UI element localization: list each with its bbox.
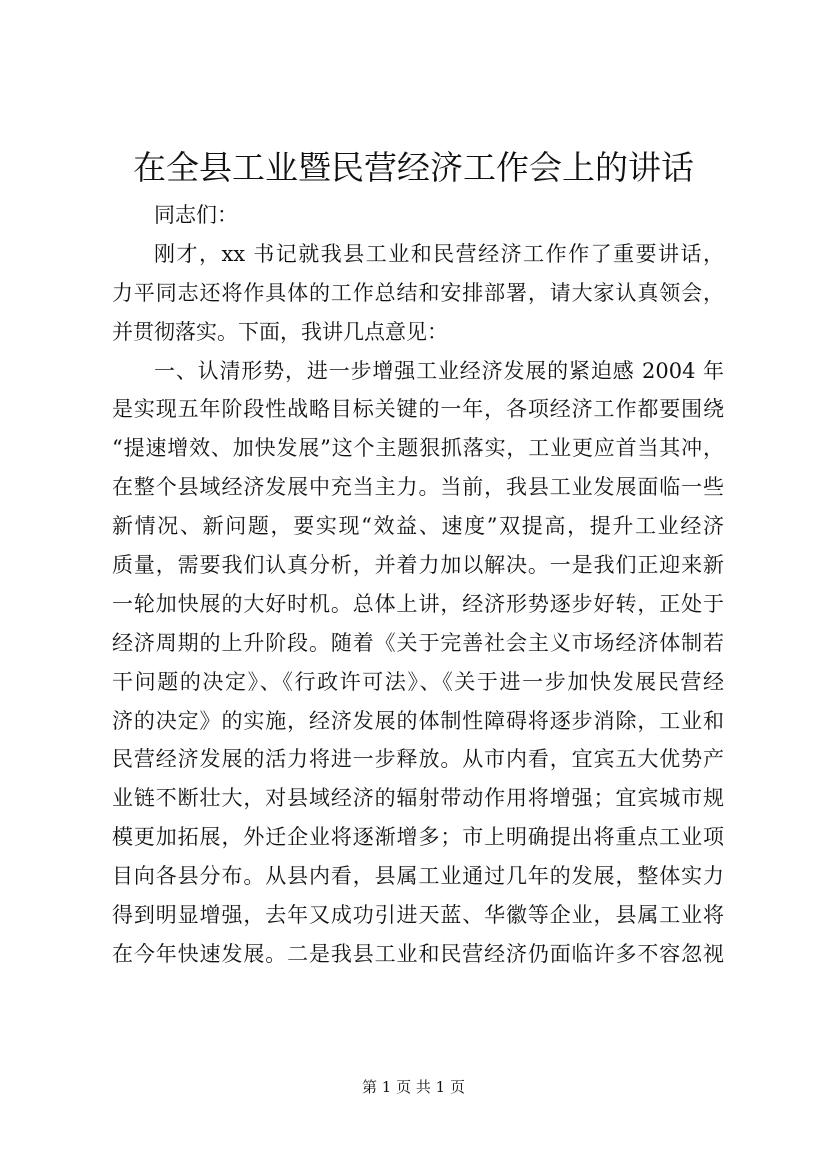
paragraph-line: 质量，需要我们认真分析，并着力加以解决。一是我们正迎来新 [112, 553, 724, 578]
paragraph-line: 在今年快速发展。二是我县工业和民营经济仍面临许多不容忽视 [112, 941, 724, 966]
paragraph-line: 力平同志还将作具体的工作总结和安排部署，请大家认真领会， [112, 280, 724, 305]
document-title: 在全县工业暨民营经济工作会上的讲话 [133, 148, 694, 187]
paragraph-line: 目向各县分布。从县内看，县属工业通过几年的发展，整体实力 [112, 864, 724, 889]
paragraph-line: 业链不断壮大，对县域经济的辐射带动作用将增强；宜宾城市规 [112, 786, 724, 811]
paragraph-line: 是实现五年阶段性战略目标关键的一年，各项经济工作都要围绕 [112, 397, 724, 422]
salutation-line: 同志们： [154, 203, 238, 227]
paragraph-line: 经济周期的上升阶段。随着《关于完善社会主义市场经济体制若 [112, 630, 724, 655]
paragraph-line: 济的决定》的实施，经济发展的体制性障碍将逐步消除，工业和 [112, 708, 724, 733]
paragraph-line: 干问题的决定》、《行政许可法》、《关于进一步加快发展民营经 [112, 669, 724, 694]
paragraph-line: 一轮加快展的大好时机。总体上讲，经济形势逐步好转，正处于 [112, 591, 724, 616]
paragraph-line: 一、认清形势，进一步增强工业经济发展的紧迫感 2004 年 [154, 358, 724, 383]
document-body [112, 196, 724, 974]
paragraph-line: 在整个县域经济发展中充当主力。当前，我县工业发展面临一些 [112, 475, 724, 500]
paragraph-line: “提速增效、加快发展”这个主题狠抓落实，工业更应首当其冲， [112, 436, 724, 461]
paragraph-line: 刚才，xx 书记就我县工业和民营经济工作作了重要讲话， [154, 241, 724, 266]
paragraph-line: 得到明显增强，去年又成功引进天蓝、华徽等企业，县属工业将 [112, 903, 724, 928]
page-footer: 第 1 页 共 1 页 [362, 1078, 465, 1096]
paragraph-line: 并贯彻落实。下面，我讲几点意见： [112, 319, 448, 344]
paragraph-line: 模更加拓展，外迁企业将逐渐增多；市上明确提出将重点工业项 [112, 825, 724, 850]
paragraph-line: 新情况、新问题，要实现“效益、速度”双提高，提升工业经济 [112, 514, 724, 539]
paragraph-line: 民营经济发展的活力将进一步释放。从市内看，宜宾五大优势产 [112, 747, 724, 772]
